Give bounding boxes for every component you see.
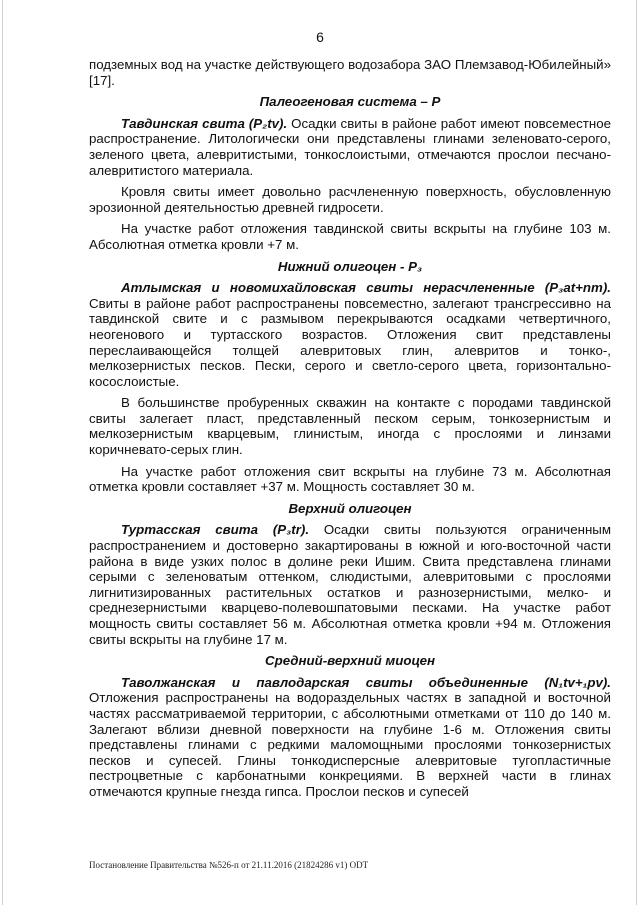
document-body xyxy=(89,57,611,806)
paragraph: На участке работ отложения тавдинской свиты вскрыты на глубине 103 м. Абсолютная отметка кровли +7 м. xyxy=(89,221,611,252)
paragraph-text: Отложения распространены на водораздельных частях в западной и восточной частях рассматриваемой территории, с абсолютными отметками от 110 до 140 м. Залегают вблизи дневной поверхности на глубине 1-6 м. Отложения свиты представлены глинами с редкими маломощными прослоями тонкозернистых песков и супесей. Глины тонкодисперсные алевритовые тугопластичные пестроцветные с карбонатными конкрециями. В верхней части в глинах отмечаются крупные гнезда гипса. Прослои песков и супесей xyxy=(89,690,611,799)
scan-edge-left xyxy=(2,0,3,905)
paragraph xyxy=(89,116,611,178)
paragraph: Кровля свиты имеет довольно расчлененную поверхность, обусловленную эрозионной деятельностью древней гидросети. xyxy=(89,184,611,215)
formation-term: Туртасская свита (P₃tr). xyxy=(121,522,310,538)
paragraph xyxy=(89,675,611,800)
paragraph: На участке работ отложения свит вскрыты на глубине 73 м. Абсолютная отметка кровли составляет +37 м. Мощность составляет 30 м. xyxy=(89,463,611,495)
paragraph-text: Осадки свиты в районе работ имеют повсеместное распространение. Литологически они представлены глинами зеленовато-серого, зеленого цвета, алевритистыми, тонкослоистыми, отмечаются прослои песчано-алевритистого материала. xyxy=(89,115,611,178)
section-heading: Палеогеновая система – P xyxy=(259,94,441,110)
section-heading: Нижний олигоцен - P₃ xyxy=(277,258,423,274)
paragraph xyxy=(89,522,611,647)
scan-edge-right xyxy=(636,0,637,905)
page-number: 6 xyxy=(316,29,324,45)
paragraph xyxy=(89,280,611,389)
section-heading: Верхний олигоцен xyxy=(288,500,412,516)
formation-term: Тавдинская свита (P₂tv). xyxy=(121,115,288,131)
paragraph: В большинстве пробуренных скважин на контакте с породами тавдинской свиты залегает пласт, представленный песком серым, тонкозернистым и мелкозернистым кварцевым, глинистым, иногда с прослоями и линзами коричневато-серых глин. xyxy=(89,395,611,458)
paragraph: подземных вод на участке действующего водозабора ЗАО Племзавод-Юбилейный» [17]. xyxy=(89,57,611,88)
page-footer: Постановление Правительства №526-п от 21.11.2016 (21824286 v1) ODT xyxy=(89,860,369,870)
formation-term: Атлымская и новомихайловская свиты нерасчлененные (P₃at+nm). xyxy=(121,280,611,296)
formation-term: Таволжанская и павлодарская свиты объединенные (N₁tv+₁pv). xyxy=(121,674,611,690)
section-heading: Средний-верхний миоцен xyxy=(264,653,436,669)
paragraph-text: Осадки свиты пользуются ограниченным распространением и достоверно закартированы в южной и юго-восточной части района в виде узких полос в долине реки Ишим. Свита представлена глинами серыми с зеленоватым оттенком, слюдистыми, алевритовыми с прослоями лигнитизированных растительных остатков и разнозернистыми, мелко- и среднезернистыми кварцево-полевошпатовыми песками. На участке работ мощность свиты составляет 56 м. Абсолютная отметка кровли +94 м. Отложения свиты вскрыты на глубине 17 м. xyxy=(89,522,611,647)
paragraph-text: Свиты в районе работ распространены повсеместно, залегают трансгрессивно на тавдинской свите и с размывом перекрываются осадками четвертичного, неогенового и туртасского возрастов. Отложения свит представлены переслаивающейся толщей алевритовых глин, алевритов и тонко-, мелкозернистых песков. Пески, серого и светло-серого цвета, горизонтально-косослоистые. xyxy=(89,295,611,389)
